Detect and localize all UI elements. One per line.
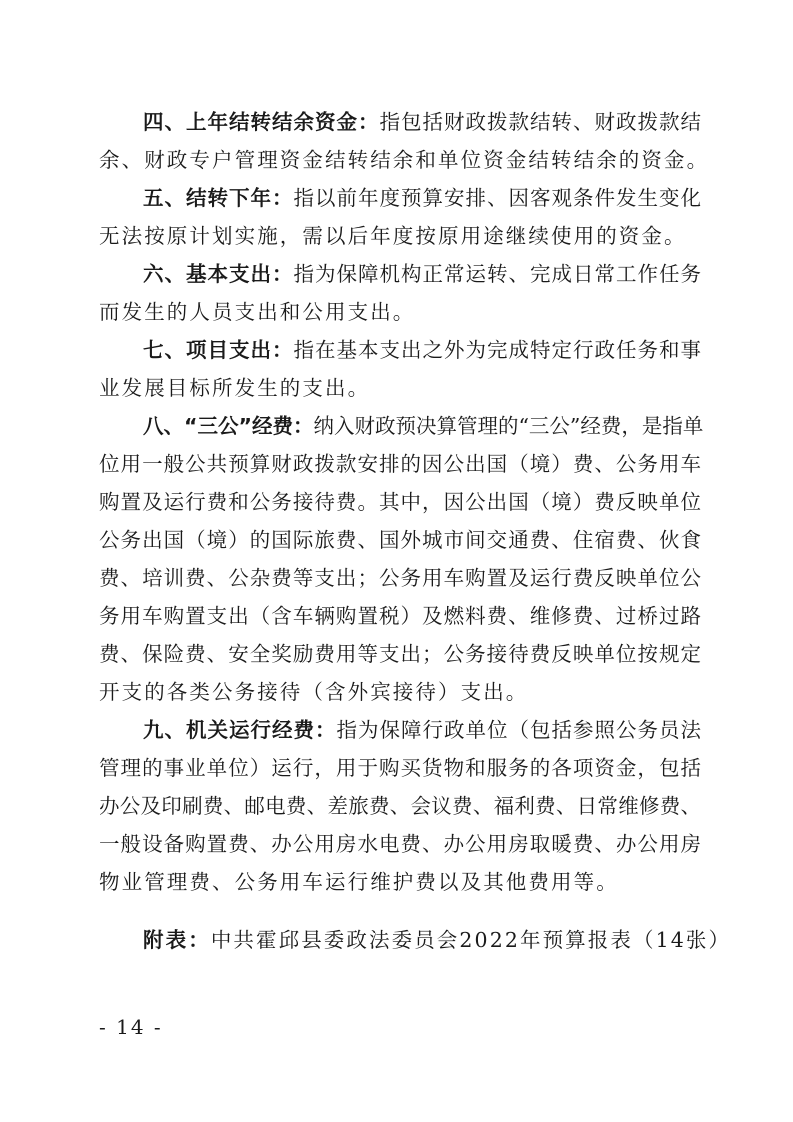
paragraph-6-line-1: 六、基本支出：指为保障机构正常运转、完成日常工作任务 bbox=[143, 262, 701, 286]
paragraph-8-line-2: 位用一般公共预算财政拨款安排的因公出国（境）费、公务用车 bbox=[99, 452, 701, 476]
paragraph-8-label: 八、“三公”经费： bbox=[143, 414, 314, 438]
paragraph-9-line-5: 物业管理费、公务用车运行维护费以及其他费用等。 bbox=[99, 870, 619, 894]
paragraph-9-line-2: 管理的事业单位）运行，用于购买货物和服务的各项资金，包括 bbox=[99, 756, 701, 780]
paragraph-8-line-4: 公务出国（境）的国际旅费、国外城市间交通费、住宿费、伙食 bbox=[99, 528, 701, 552]
paragraph-4-label: 四、上年结转结余资金： bbox=[143, 110, 380, 134]
paragraph-4-line-1: 四、上年结转结余资金：指包括财政拨款结转、财政拨款结 bbox=[143, 110, 701, 134]
paragraph-8-line-3: 购置及运行费和公务接待费。其中，因公出国（境）费反映单位 bbox=[99, 490, 701, 514]
attachment-label: 附表： bbox=[143, 928, 211, 952]
paragraph-9-line-1: 九、机关运行经费：指为保障行政单位（包括参照公务员法 bbox=[143, 718, 701, 742]
paragraph-5-line-2: 无法按原计划实施，需以后年度按原用途继续使用的资金。 bbox=[99, 224, 687, 248]
paragraph-8-line-8: 开支的各类公务接待（含外宾接待）支出。 bbox=[99, 680, 529, 704]
paragraph-8-line-6: 务用车购置支出（含车辆购置税）及燃料费、维修费、过桥过路 bbox=[99, 604, 701, 628]
page-number: - 14 - bbox=[99, 1015, 163, 1039]
paragraph-8-line-5: 费、培训费、公杂费等支出；公务用车购置及运行费反映单位公 bbox=[99, 566, 701, 590]
paragraph-9-line-4: 一般设备购置费、办公用房水电费、办公用房取暖费、办公用房 bbox=[99, 832, 701, 856]
paragraph-7-label: 七、项目支出： bbox=[143, 338, 294, 362]
paragraph-7-line-1: 七、项目支出：指在基本支出之外为完成特定行政任务和事 bbox=[143, 338, 701, 362]
attachment-line bbox=[143, 921, 732, 959]
paragraph-8-line-1: 八、“三公”经费：纳入财政预决算管理的“三公”经费，是指单 bbox=[143, 414, 704, 438]
paragraph-7-line-2: 业发展目标所发生的支出。 bbox=[99, 376, 371, 400]
paragraph-6-line-2: 而发生的人员支出和公用支出。 bbox=[99, 300, 416, 324]
paragraph-4-line-2: 余、财政专户管理资金结转结余和单位资金结转结余的资金。 bbox=[99, 148, 710, 172]
paragraph-9-line-3: 办公及印刷费、邮电费、差旅费、会议费、福利费、日常维修费、 bbox=[99, 794, 701, 818]
paragraph-6-label: 六、基本支出： bbox=[143, 262, 294, 286]
paragraph-5-label: 五、结转下年： bbox=[143, 186, 294, 210]
attachment-text: 中共霍邱县委政法委员会2022年预算报表（14张） bbox=[210, 928, 732, 952]
paragraph-5-line-1: 五、结转下年：指以前年度预算安排、因客观条件发生变化 bbox=[143, 186, 701, 210]
paragraph-8-line-7: 费、保险费、安全奖励费用等支出；公务接待费反映单位按规定 bbox=[99, 642, 701, 666]
paragraph-9-label: 九、机关运行经费： bbox=[143, 718, 337, 742]
